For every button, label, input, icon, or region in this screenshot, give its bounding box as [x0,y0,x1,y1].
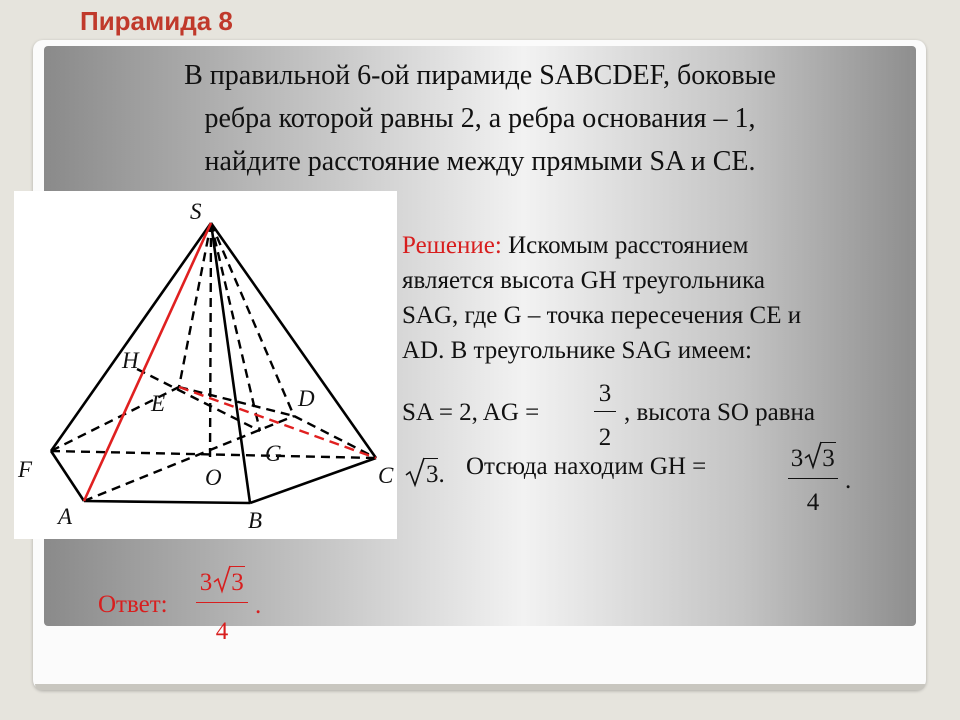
so-height-text: , высота SO равна [624,399,816,426]
solution-line-1: Искомым расстоянием [501,232,749,259]
edge-dc [294,416,376,458]
gh-radicand: 3 [822,445,835,472]
label-g: G [265,441,282,466]
edge-fa [51,451,84,501]
problem-line-2: ребра которой равны 2, а ребра основания – 1, [204,103,756,134]
solution-text [402,228,912,368]
edge-ad [84,416,294,501]
so-value: 3. [426,461,445,488]
label-o: O [205,465,222,490]
problem-line-3: найдите расстояние между прямыми SA и CE. [204,146,756,177]
edge-ab [84,501,250,503]
solution-line-3: SAG, где G – точка пересечения CE и [402,302,802,329]
label-e: E [151,391,166,416]
so-sqrt-sign [404,456,426,488]
problem-line-1: В правильной 6-ой пирамиде SABCDEF, боковые [184,60,776,91]
edge-sc [211,223,376,458]
slide-title: Пирамида 8 [80,6,233,36]
ag-numerator: 3 [598,380,612,407]
answer-sqrt-sign [212,564,232,594]
so-sqrt-bar [424,458,438,459]
label-c: C [378,463,394,488]
solution-line-4: AD. В треугольнике SAG имеем: [402,337,752,364]
ag-fraction-bar [594,411,616,412]
slide-bottom-edge [35,684,925,690]
gh-text: Отсюда находим GH = [466,453,707,480]
gh-coefficient: 3 [790,445,804,472]
label-h: H [122,348,139,373]
solution-line-2: является высота GH треугольника [402,267,765,294]
gh-denominator: 4 [806,489,820,516]
problem-statement [60,54,900,183]
answer-period: . [255,592,262,619]
gh-fraction-bar [788,478,838,479]
answer-radicand: 3 [231,569,244,596]
line-sa [84,223,211,501]
pyramid-figure [14,191,397,539]
answer-fraction-bar [196,602,248,603]
edge-sf [51,223,211,451]
label-d: D [298,386,315,411]
answer-label: Ответ: [98,591,168,618]
label-s: S [190,199,202,224]
edge-so [210,223,211,463]
gh-period: . [845,467,852,494]
answer-denominator: 4 [215,618,229,645]
label-f: F [18,457,33,482]
label-a: A [58,504,73,529]
pyramid-diagram [14,191,397,539]
answer-sqrt-bar [230,566,245,567]
gh-sqrt-sign [803,440,823,470]
sa-ag-text: SA = 2, AG = [402,399,540,426]
solution-label: Решение: [402,232,502,259]
gh-sqrt-bar [821,442,836,443]
ag-denominator: 2 [598,424,612,451]
answer-coefficient: 3 [199,569,213,596]
edge-fc [51,451,376,458]
label-b: B [248,508,263,533]
